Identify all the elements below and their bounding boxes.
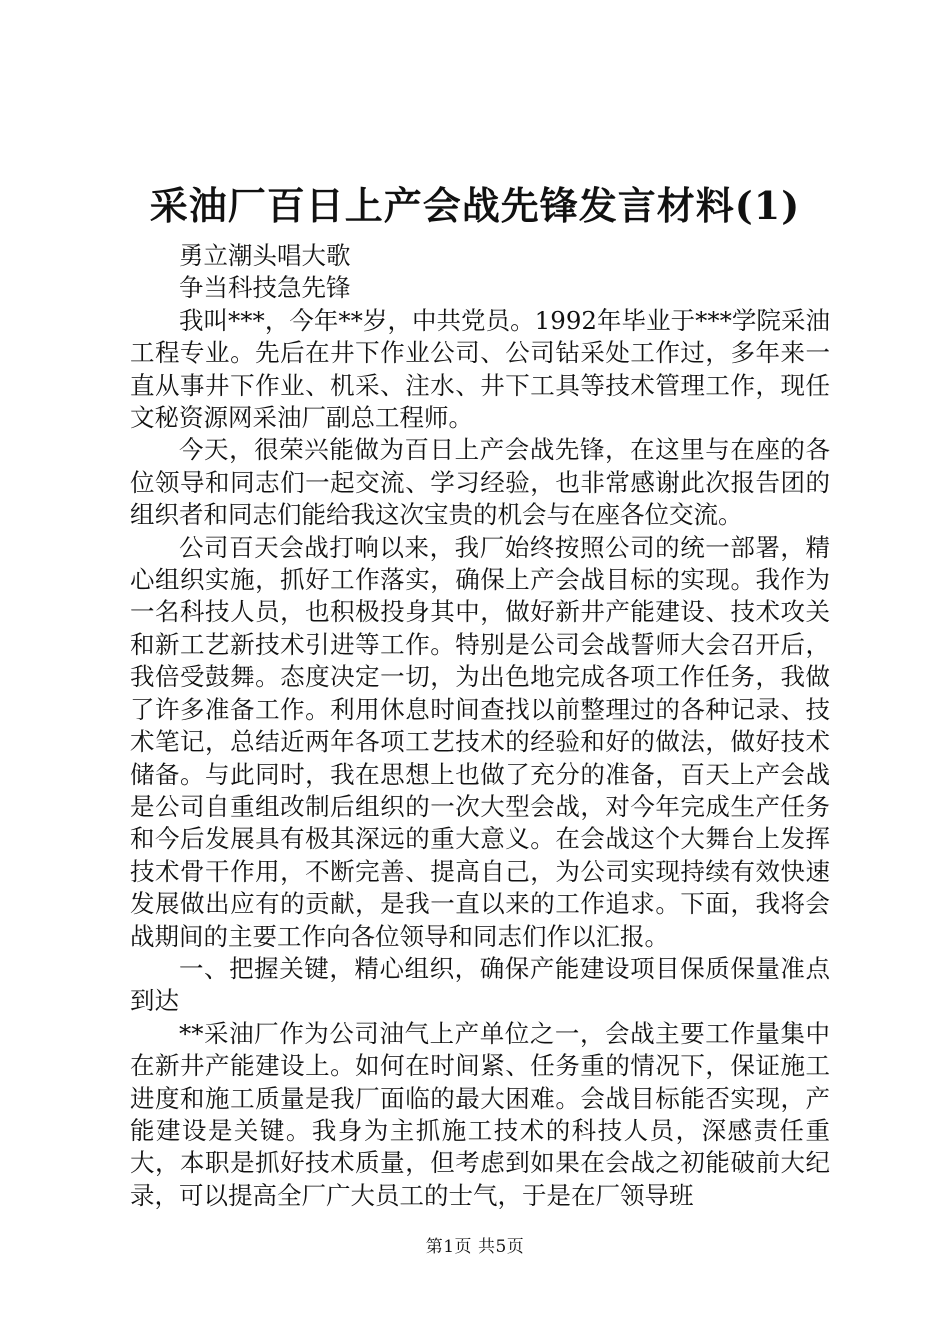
subtitle-line-2: 争当科技急先锋 bbox=[179, 273, 351, 303]
document-title: 采油厂百日上产会战先锋发言材料(1) bbox=[149, 183, 801, 228]
body-paragraph: 公司百天会战打响以来，我厂始终按照公司的统一部署，精心组织实施，抓好工作落实，确保上产会战目标的实现。我作为一名科技人员，也积极投身其中，做好新井产能建设、技术攻关和新工艺新技术引进等工作。特别是公司会战誓师大会召开后，我倍受鼓舞。态度决定一切，为出色地完成各项工作任务，我做了许多准备工作。利用休息时间查找以前整理过的各种记录、技术笔记，总结近两年各项工艺技术的经验和好的做法，做好技术储备。与此同时，我在思想上也做了充分的准备，百天上产会战是公司自重组改制后组织的一次大型会战，对今年完成生产任务和今后发展具有极其深远的重大意义。在会战这个大舞台上发挥技术骨干作用，不断完善、提高自己，为公司实现持续有效快速发展做出应有的贡献，是我一直以来的工作追求。下面，我将会战期间的主要工作向各位领导和同志们作以汇报。 bbox=[130, 532, 830, 951]
body-paragraph: 今天，很荣兴能做为百日上产会战先锋，在这里与在座的各位领导和同志们一起交流、学习经验，也非常感谢此次报告团的组织者和同志们能给我这次宝贵的机会与在座各位交流。 bbox=[130, 435, 830, 530]
page-footer: 第1页 共5页 bbox=[425, 1237, 525, 1257]
section-heading: 一、把握关键，精心组织，确保产能建设项目保质保量准点到达 bbox=[130, 953, 830, 1016]
subtitle-line-1: 勇立潮头唱大歌 bbox=[179, 241, 351, 270]
body-paragraph: 我叫***，今年**岁，中共党员。1992年毕业于***学院采油工程专业。先后在井下作业公司、公司钻采处工作过，多年来一直从事井下作业、机采、注水、井下工具等技术管理工作，现任文秘资源网采油厂副总工程师。 bbox=[130, 305, 830, 433]
body-paragraph: **采油厂作为公司油气上产单位之一，会战主要工作量集中在新井产能建设上。如何在时间紧、任务重的情况下，保证施工进度和施工质量是我厂面临的最大困难。会战目标能否实现，产能建设是关键。我身为主抓施工技术的科技人员，深感责任重大，本职是抓好技术质量，但考虑到如果在会战之初能破前大纪录，可以提高全厂广大员工的士气，于是在厂领导班 bbox=[130, 1018, 830, 1210]
document-body bbox=[130, 240, 830, 1212]
